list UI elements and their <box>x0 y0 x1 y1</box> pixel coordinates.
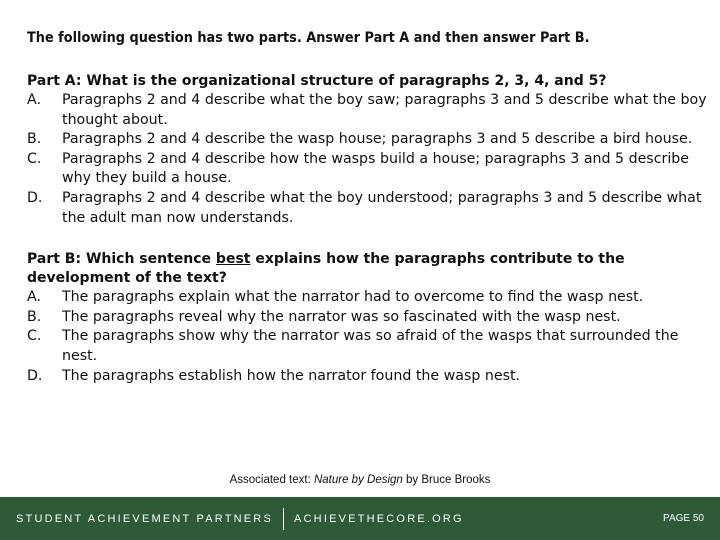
part-a-question: Part A: What is the organizational structure of paragraphs 2, 3, 4, and 5? <box>27 73 607 89</box>
brand-name: STUDENT ACHIEVEMENT PARTNERS <box>16 512 273 525</box>
option-letter: B. <box>27 131 42 148</box>
site-link[interactable]: ACHIEVETHECORE.ORG <box>294 512 464 525</box>
part-b-option-a <box>27 288 707 308</box>
part-b-option-c <box>27 327 707 366</box>
option-text: The paragraphs show why the narrator was so afraid of the wasps that surrounded the nest. <box>62 328 679 364</box>
part-a-option-b <box>27 130 707 150</box>
part-b-option-d <box>27 367 707 387</box>
option-text: Paragraphs 2 and 4 describe how the wasps build a house; paragraphs 3 and 5 describe why they build a house. <box>62 150 690 187</box>
part-b-question-emphasis: best <box>215 251 251 268</box>
option-text: The paragraphs explain what the narrator had to overcome to find the wasp nest. <box>62 289 644 306</box>
part-a <box>27 72 707 228</box>
option-letter: B. <box>27 308 42 325</box>
part-a-option-a <box>27 91 707 130</box>
part-a-option-c <box>27 150 707 189</box>
part-b-options <box>27 288 707 386</box>
question-content <box>27 28 707 386</box>
associated-label: Associated text: <box>229 474 314 486</box>
part-a-options <box>27 91 707 228</box>
part-b-option-b <box>27 308 707 328</box>
option-text: Paragraphs 2 and 4 describe what the boy understood; paragraphs 3 and 5 describe what the adult man now understands. <box>62 189 702 226</box>
option-letter: C. <box>27 150 42 167</box>
part-b-question-post: explains how the paragraphs contribute to the development of the text? <box>27 251 625 287</box>
option-letter: C. <box>27 328 42 345</box>
part-b-question <box>27 250 707 288</box>
option-text: The paragraphs establish how the narrator found the wasp nest. <box>62 367 521 384</box>
option-letter: D. <box>27 189 43 206</box>
part-b <box>27 250 707 386</box>
footer-divider <box>283 508 284 530</box>
footer-bar <box>0 497 720 540</box>
page-number: PAGE 50 <box>663 513 704 524</box>
part-a-option-d <box>27 189 707 228</box>
associated-title: Nature by Design <box>313 474 403 486</box>
option-text: Paragraphs 2 and 4 describe the wasp house; paragraphs 3 and 5 describe a bird house. <box>62 131 693 148</box>
option-letter: A. <box>27 289 41 306</box>
instructions: The following question has two parts. Answer Part A and then answer Part B. <box>27 30 590 46</box>
associated-by: by <box>402 474 422 486</box>
option-letter: D. <box>27 367 43 384</box>
option-text: Paragraphs 2 and 4 describe what the boy saw; paragraphs 3 and 5 describe what the boy thought about. <box>62 92 707 128</box>
option-text: The paragraphs reveal why the narrator was so fascinated with the wasp nest. <box>62 308 621 325</box>
associated-text <box>0 474 720 486</box>
associated-author: Bruce Brooks <box>421 474 491 486</box>
option-letter: A. <box>27 92 41 108</box>
part-b-question-pre: Part B: Which sentence <box>27 251 216 268</box>
